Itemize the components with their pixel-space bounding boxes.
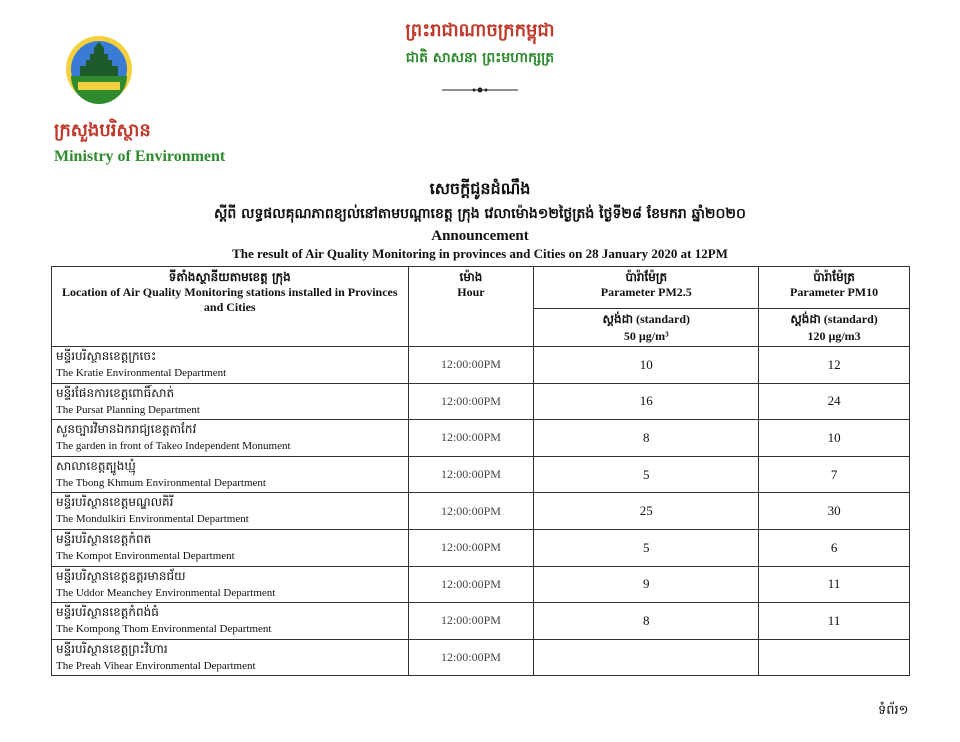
header-pm25 [534, 267, 759, 309]
notice-title-khmer: សេចក្តីជូនដំណឹង [429, 179, 531, 198]
station-pm25: 16 [534, 383, 759, 420]
station-pm25: 5 [534, 456, 759, 493]
station-pm25: 25 [534, 493, 759, 530]
pm10-standard-value: 120 µg/m3 [807, 328, 861, 343]
station-location [52, 420, 409, 457]
station-location [52, 347, 409, 384]
station-hour: 12:00:00PM [408, 456, 534, 493]
station-pm10: 12 [759, 347, 910, 384]
station-name-kh: មន្ទីរបរិស្ថានខេត្តឧត្តរមានជ័យ [56, 568, 186, 583]
table-header-row [52, 267, 910, 309]
header-pm10-kh: ប៉ារ៉ាម៉ែត្រ [813, 270, 855, 284]
station-name-en: The Preah Vihear Environmental Department [56, 659, 256, 672]
table-row [52, 603, 910, 640]
ministry-name-khmer: ក្រសួងបរិស្ថាន [54, 120, 151, 141]
kingdom-title: ព្រះរាជាណាចក្រកម្ពុជា [405, 20, 555, 41]
header-location-en: Location of Air Quality Monitoring stations installed in Provinces and Cities [61, 285, 398, 314]
table-row [52, 347, 910, 384]
station-name-en: The Uddor Meanchey Environmental Department [56, 586, 276, 599]
pm25-standard-value: 50 µg/m³ [623, 328, 669, 343]
notice-subject-khmer: ស្តីពី លទ្ធផលគុណភាពខ្យល់នៅតាមបណ្តាខេត្ត ក្រុង វេលាម៉ោង១២ថ្ងៃត្រង់ ថ្ងៃទី២៨ ខែមករា ឆ្នាំ២០២០ [214, 206, 746, 222]
station-location [52, 566, 409, 603]
table-row [52, 456, 910, 493]
station-location [52, 639, 409, 676]
header-hour [408, 267, 534, 347]
pm25-standard-label: ស្តង់ដា (standard) [602, 311, 691, 326]
station-name-kh: សាលាខេត្តត្បូងឃ្មុំ [56, 458, 136, 473]
station-name-en: The Kratie Environmental Department [56, 367, 227, 379]
ornament-divider-icon [440, 84, 520, 96]
station-hour: 12:00:00PM [408, 639, 534, 676]
header-pm25-en: Parameter PM2.5 [600, 285, 692, 299]
station-pm10 [759, 639, 910, 676]
page-number: ទំព័រ១ [878, 703, 909, 718]
station-name-kh: មន្ទីរបរិស្ថានខេត្តកំពត [56, 531, 152, 546]
station-hour: 12:00:00PM [408, 420, 534, 457]
station-pm25 [534, 639, 759, 676]
station-pm25: 10 [534, 347, 759, 384]
station-name-kh: សួនច្បារវិមានឯករាជ្យខេត្តតាកែវ [56, 422, 197, 437]
air-quality-table [51, 266, 910, 676]
header-location-kh: ទីតាំងស្ថានីយតាមខេត្ត ក្រុង [168, 270, 291, 284]
station-name-kh: មន្ទីរផែនការខេត្តពោធិ៍សាត់ [56, 385, 175, 400]
station-hour: 12:00:00PM [408, 566, 534, 603]
station-name-en: The Mondulkiri Environmental Department [56, 513, 249, 526]
table-row [52, 420, 910, 457]
header-pm10 [759, 267, 910, 309]
station-name-kh: មន្ទីរបរិស្ថានខេត្តក្រចេះ [56, 349, 157, 363]
station-name-en: The Pursat Planning Department [56, 403, 200, 416]
station-pm10: 11 [759, 603, 910, 640]
table-row [52, 639, 910, 676]
station-hour: 12:00:00PM [408, 603, 534, 640]
table-row [52, 529, 910, 566]
station-name-kh: មន្ទីរបរិស្ថានខេត្តមណ្ឌលគិរី [56, 495, 174, 510]
station-location [52, 456, 409, 493]
station-pm10: 30 [759, 493, 910, 530]
station-hour: 12:00:00PM [408, 347, 534, 384]
ministry-emblem-logo [64, 34, 134, 104]
station-hour: 12:00:00PM [408, 529, 534, 566]
station-pm10: 6 [759, 529, 910, 566]
station-name-en: The Kompong Thom Environmental Department [56, 623, 272, 636]
station-location [52, 493, 409, 530]
header-location [52, 267, 409, 347]
announcement-subtitle: The result of Air Quality Monitoring in provinces and Cities on 28 January 2020 at 12PM [232, 246, 728, 261]
header-pm25-kh: ប៉ារ៉ាម៉ែត្រ [625, 270, 668, 284]
station-name-kh: មន្ទីរបរិស្ថានខេត្តកំពង់ធំ [56, 605, 159, 620]
pm10-standard [759, 309, 910, 347]
station-pm25: 8 [534, 420, 759, 457]
header-hour-en: Hour [457, 285, 485, 299]
station-location [52, 529, 409, 566]
header-pm10-en: Parameter PM10 [790, 285, 879, 299]
pm25-standard [534, 309, 759, 347]
station-location [52, 603, 409, 640]
announcement-title: Announcement [431, 228, 529, 244]
station-pm25: 8 [534, 603, 759, 640]
station-pm25: 9 [534, 566, 759, 603]
station-name-en: The garden in front of Takeo Independent Monument [56, 440, 291, 453]
station-pm10: 7 [759, 456, 910, 493]
station-name-en: The Kompot Environmental Department [56, 549, 235, 562]
station-hour: 12:00:00PM [408, 493, 534, 530]
station-location [52, 383, 409, 420]
table-row [52, 493, 910, 530]
station-pm25: 5 [534, 529, 759, 566]
ministry-name-english: Ministry of Environment [54, 148, 226, 165]
station-pm10: 24 [759, 383, 910, 420]
pm10-standard-label: ស្តង់ដា (standard) [790, 311, 878, 326]
station-name-en: The Tbong Khmum Environmental Department [56, 476, 266, 489]
header-hour-kh: ម៉ោង [459, 270, 483, 284]
station-pm10: 10 [759, 420, 910, 457]
station-pm10: 11 [759, 566, 910, 603]
station-hour: 12:00:00PM [408, 383, 534, 420]
national-motto: ជាតិ សាសនា ព្រះមហាក្សត្រ [405, 50, 555, 66]
table-row [52, 383, 910, 420]
table-row [52, 566, 910, 603]
station-name-kh: មន្ទីរបរិស្ថានខេត្តព្រះវិហារ [56, 641, 168, 656]
